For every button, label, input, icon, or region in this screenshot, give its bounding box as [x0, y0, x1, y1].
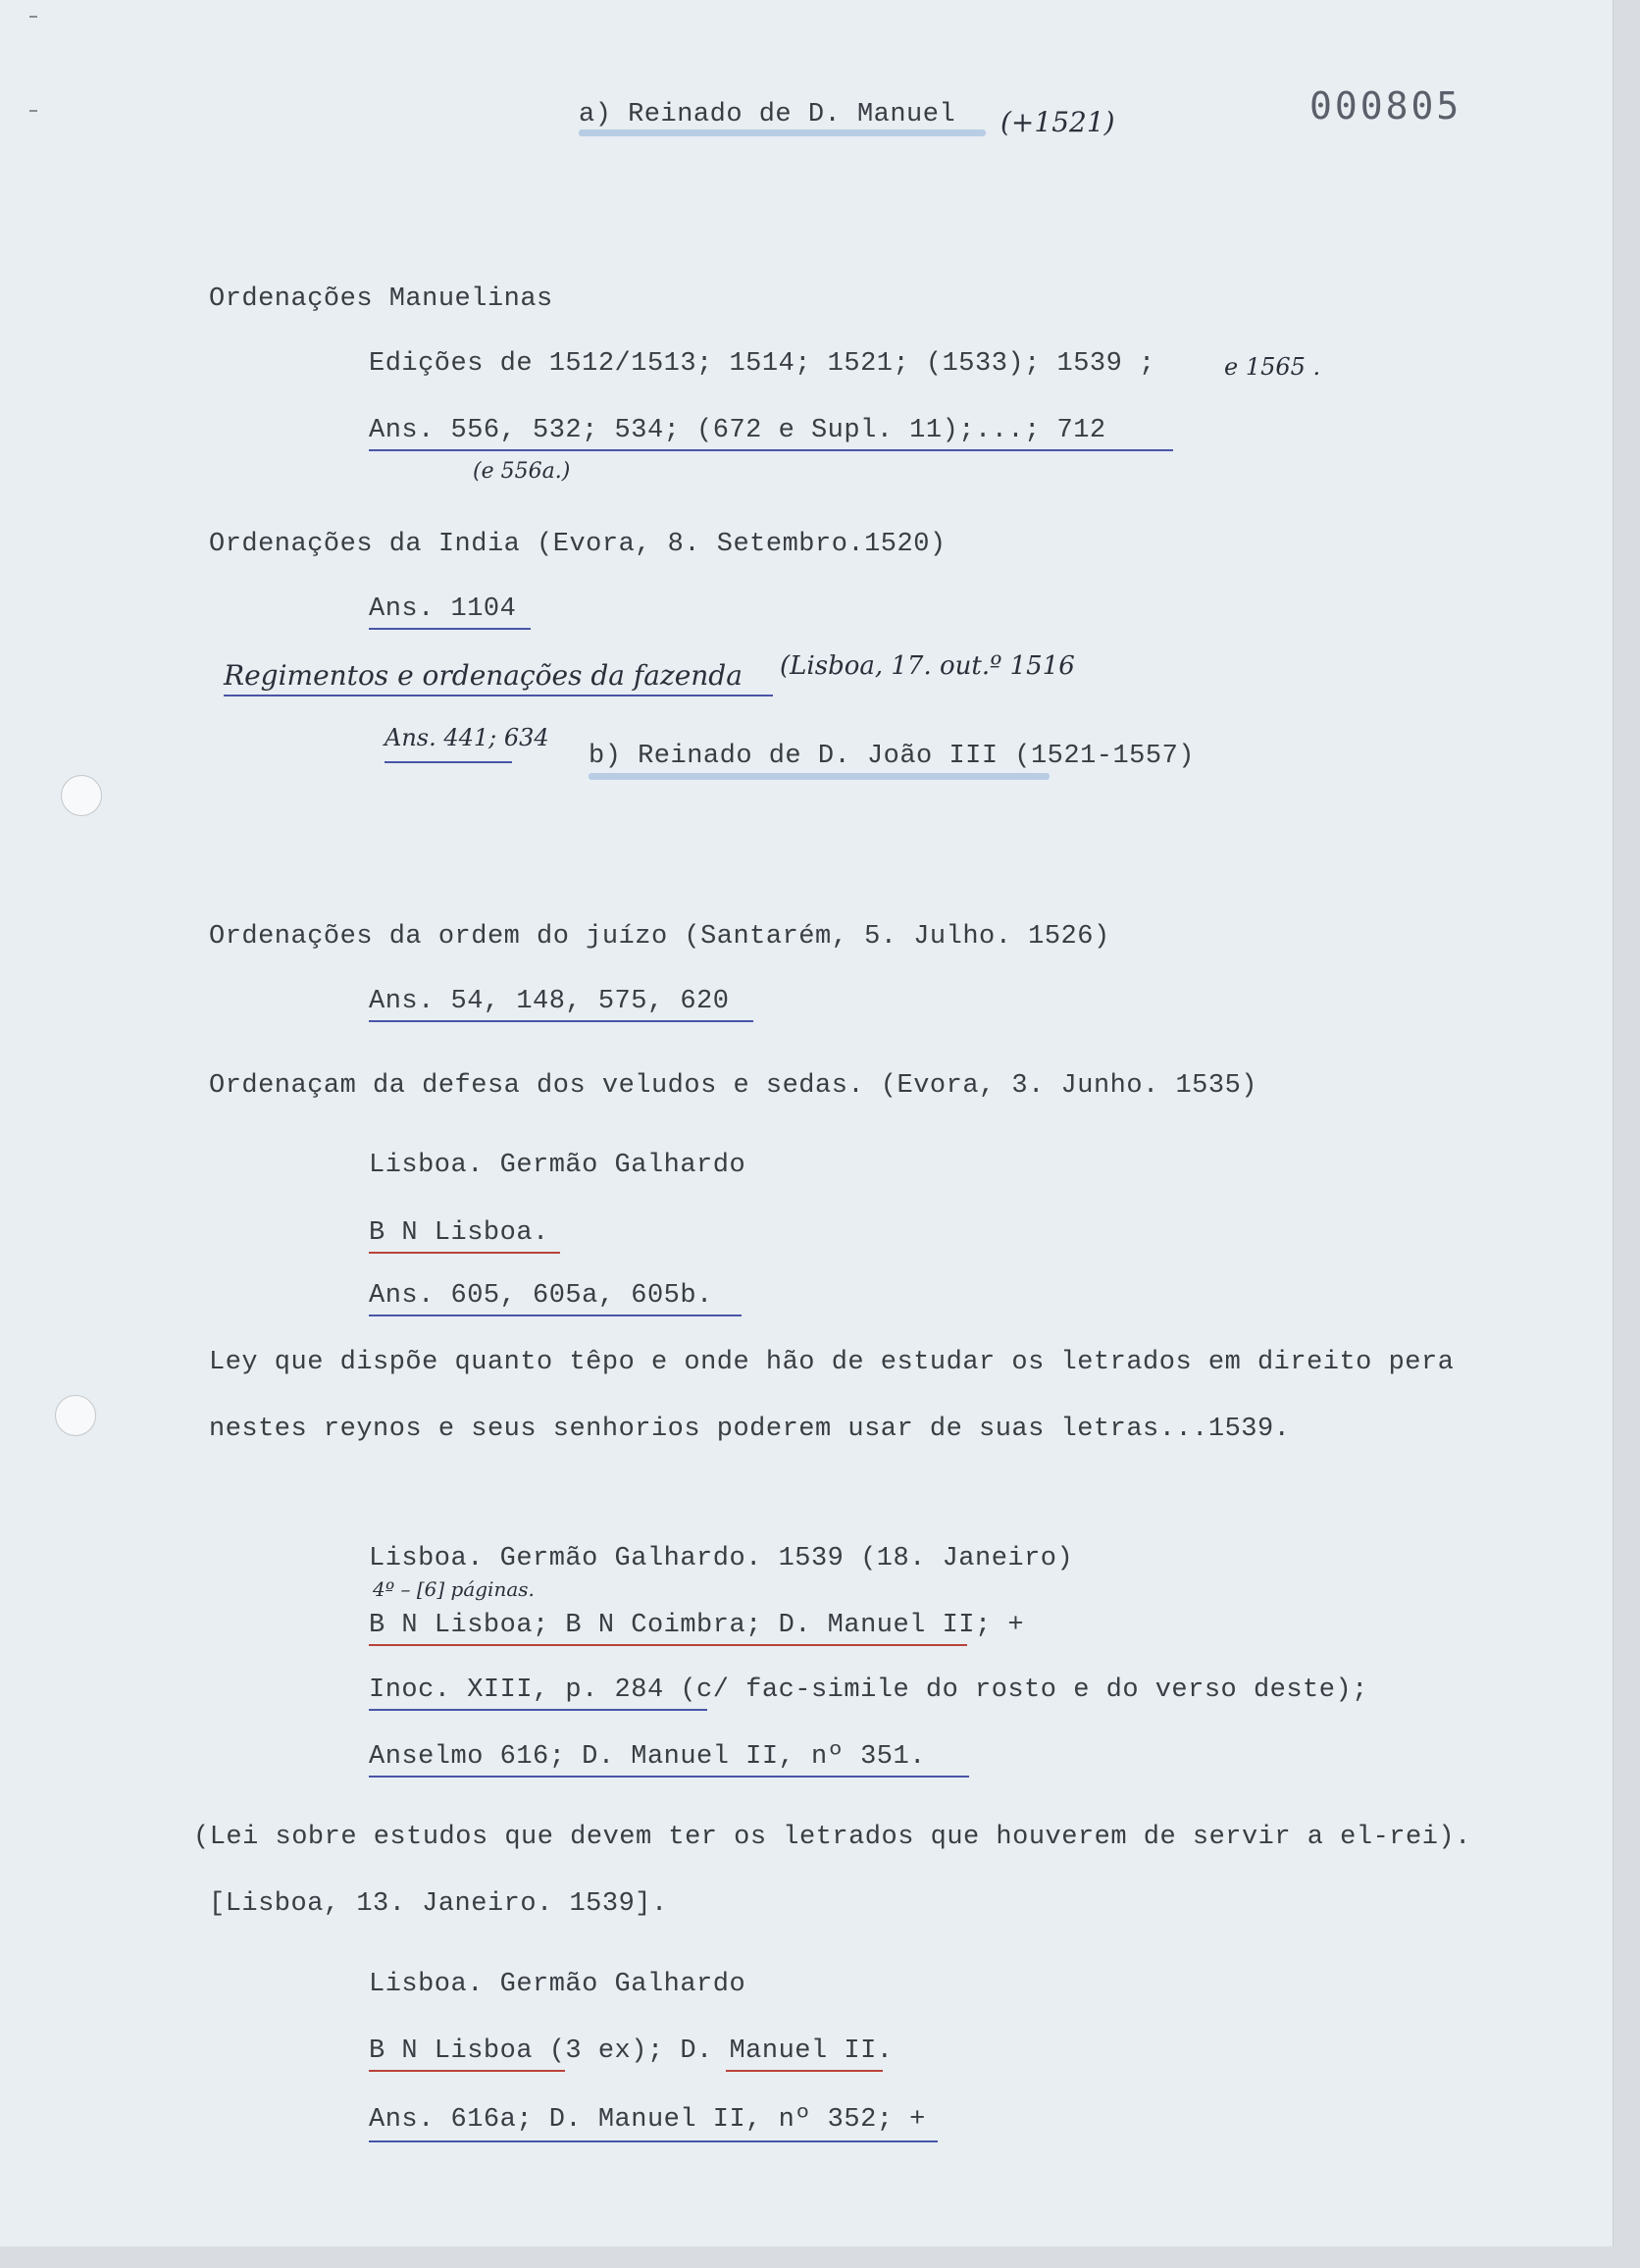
underline: [369, 1776, 969, 1778]
library-line: B N Lisboa; B N Coimbra; D. Manuel II; +: [369, 1611, 1025, 1640]
anselmo-reference: Anselmo 616; D. Manuel II, nº 351.: [369, 1742, 926, 1772]
printer-line: Lisboa. Germão Galhardo: [369, 1151, 746, 1180]
archive-stamp-number: 000805: [1309, 84, 1462, 128]
entry-title-ley-line1: Ley que dispõe quanto têpo e onde hão de estudar os letrados em direito pera: [209, 1348, 1455, 1377]
ans-reference: Ans. 605, 605a, 605b.: [369, 1281, 713, 1311]
underline: [224, 695, 773, 696]
underline: [369, 628, 531, 630]
handwritten-note-edition: e 1565 .: [1224, 353, 1321, 381]
entry-title-ley-line2: nestes reynos e seus senhorios poderem usar de suas letras...1539.: [209, 1415, 1291, 1444]
underline: [369, 2070, 565, 2072]
inocencio-reference: Inoc. XIII, p. 284 (c/ fac-simile do rosto e do verso deste);: [369, 1675, 1368, 1705]
library-line: B N Lisboa (3 ex); D. Manuel II.: [369, 2036, 894, 2066]
margin-mark: [29, 110, 37, 112]
handwritten-note-regimentos: (Lisboa, 17. out.º 1516: [780, 651, 1075, 681]
ans-reference: Ans. 54, 148, 575, 620: [369, 987, 730, 1016]
underline: [726, 2070, 883, 2072]
library-line: B N Lisboa.: [369, 1218, 549, 1248]
underline: [369, 1644, 967, 1646]
highlight-title-a: [579, 129, 986, 136]
handwritten-note-pages: 4º – [6] páginas.: [373, 1577, 535, 1601]
entry-title-defesa-veludos: Ordenaçam da defesa dos veludos e sedas. (Evora, 3. Junho. 1535): [209, 1071, 1257, 1101]
entry-title-ordenacoes-india: Ordenações da India (Evora, 8. Setembro.1520): [209, 530, 947, 559]
punch-hole: [55, 1395, 96, 1436]
printer-line: Lisboa. Germão Galhardo: [369, 1970, 746, 1999]
ans-reference: Ans. 616a; D. Manuel II, nº 352; +: [369, 2105, 926, 2135]
entry-title-lei-line1: (Lei sobre estudos que devem ter os letrados que houverem de servir a el-rei).: [193, 1823, 1471, 1852]
entry-title-ordenacoes-manuelinas: Ordenações Manuelinas: [209, 284, 553, 314]
margin-mark: [29, 16, 37, 18]
handwritten-note-ans: (e 556a.): [473, 459, 571, 484]
entry-title-ordem-juizo: Ordenações da ordem do juízo (Santarém, 5. Julho. 1526): [209, 922, 1110, 952]
underline: [369, 1709, 707, 1711]
highlight-title-b: [589, 773, 1050, 780]
entry-title-lei-line2: [Lisboa, 13. Janeiro. 1539].: [209, 1889, 668, 1919]
underline: [369, 449, 1173, 451]
section-title-b: b) Reinado de D. João III (1521-1557): [589, 742, 1195, 771]
handwritten-entry-regimentos: Regimentos e ordenações da fazenda: [224, 659, 743, 692]
ans-reference: Ans. 556, 532; 534; (672 e Supl. 11);...; 712: [369, 416, 1106, 445]
punch-hole: [61, 775, 102, 816]
section-title-a: a) Reinado de D. Manuel: [579, 100, 956, 129]
underline: [369, 2140, 938, 2142]
underline: [369, 1252, 560, 1254]
handwritten-ans-regimentos: Ans. 441; 634: [384, 724, 549, 751]
underline: [384, 761, 512, 763]
handwritten-note-date: (+1521): [1000, 106, 1115, 138]
ans-reference: Ans. 1104: [369, 594, 517, 624]
underline: [369, 1020, 753, 1022]
underline: [369, 1314, 742, 1316]
editions-line: Edições de 1512/1513; 1514; 1521; (1533); 1539 ;: [369, 349, 1155, 379]
printer-line: Lisboa. Germão Galhardo. 1539 (18. Janeiro): [369, 1544, 1074, 1573]
